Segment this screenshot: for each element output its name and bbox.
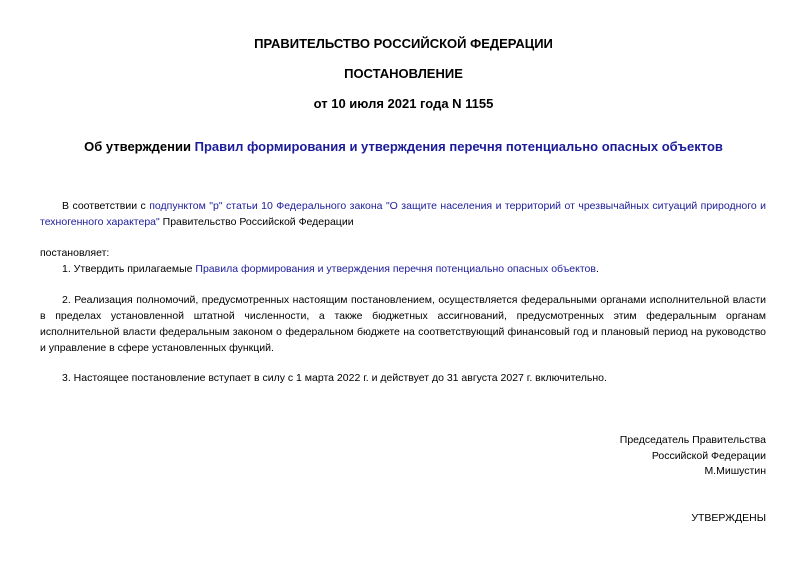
approved-heading: УТВЕРЖДЕНЫ [691, 512, 766, 524]
preamble-paragraph [40, 198, 766, 230]
document-title [0, 138, 807, 155]
item-2-paragraph: 2. Реализация полномочий, предусмотренных настоящим постановлением, осуществляется федеральными органами исполнительной власти в пределах установленной штатной численности, а также бюджетных ассигнований, предусмотренных этим федеральным органам исполнительной власти федеральным законом о федеральном бюджете на соответствующий финансовый год и плановый период на руководство и управление в сфере установленных функций. [40, 294, 766, 354]
signatory-name: М.Мишустин [704, 465, 766, 477]
title-rules-link[interactable]: Правил формирования и утверждения перечня потенциально опасных объектов [194, 139, 723, 154]
title-prefix: Об утверждении [84, 139, 195, 154]
approved-rules-link[interactable]: Правила формирования и утверждения перечня потенциально опасных объектов [195, 263, 596, 275]
preamble-text-after: Правительство Российской Федерации [159, 216, 354, 228]
item-1-paragraph [40, 261, 766, 277]
document-type: ПОСТАНОВЛЕНИЕ [344, 66, 463, 81]
item-1-text-before: 1. Утвердить прилагаемые [62, 263, 196, 275]
resolves-text: постановляет: [40, 247, 110, 259]
signatory-title-line-2: Российской Федерации [651, 450, 766, 462]
federal-law-link[interactable]: подпунктом "р" статьи 10 Федерального закона "О защите населения и территорий от чрезвычайных ситуаций природного и техногенного характера" [40, 200, 766, 228]
preamble-text-before: В соответствии с [62, 200, 150, 212]
signatory-title-line-1: Председатель Правительства [619, 434, 766, 446]
item-3-paragraph: 3. Настоящее постановление вступает в силу с 1 марта 2022 г. и действует до 31 августа 2027 г. включительно. [62, 372, 607, 384]
document-date-number: от 10 июля 2021 года N 1155 [313, 96, 494, 111]
item-1-text-after: . [595, 263, 599, 275]
issuing-authority: ПРАВИТЕЛЬСТВО РОССИЙСКОЙ ФЕДЕРАЦИИ [254, 36, 553, 51]
